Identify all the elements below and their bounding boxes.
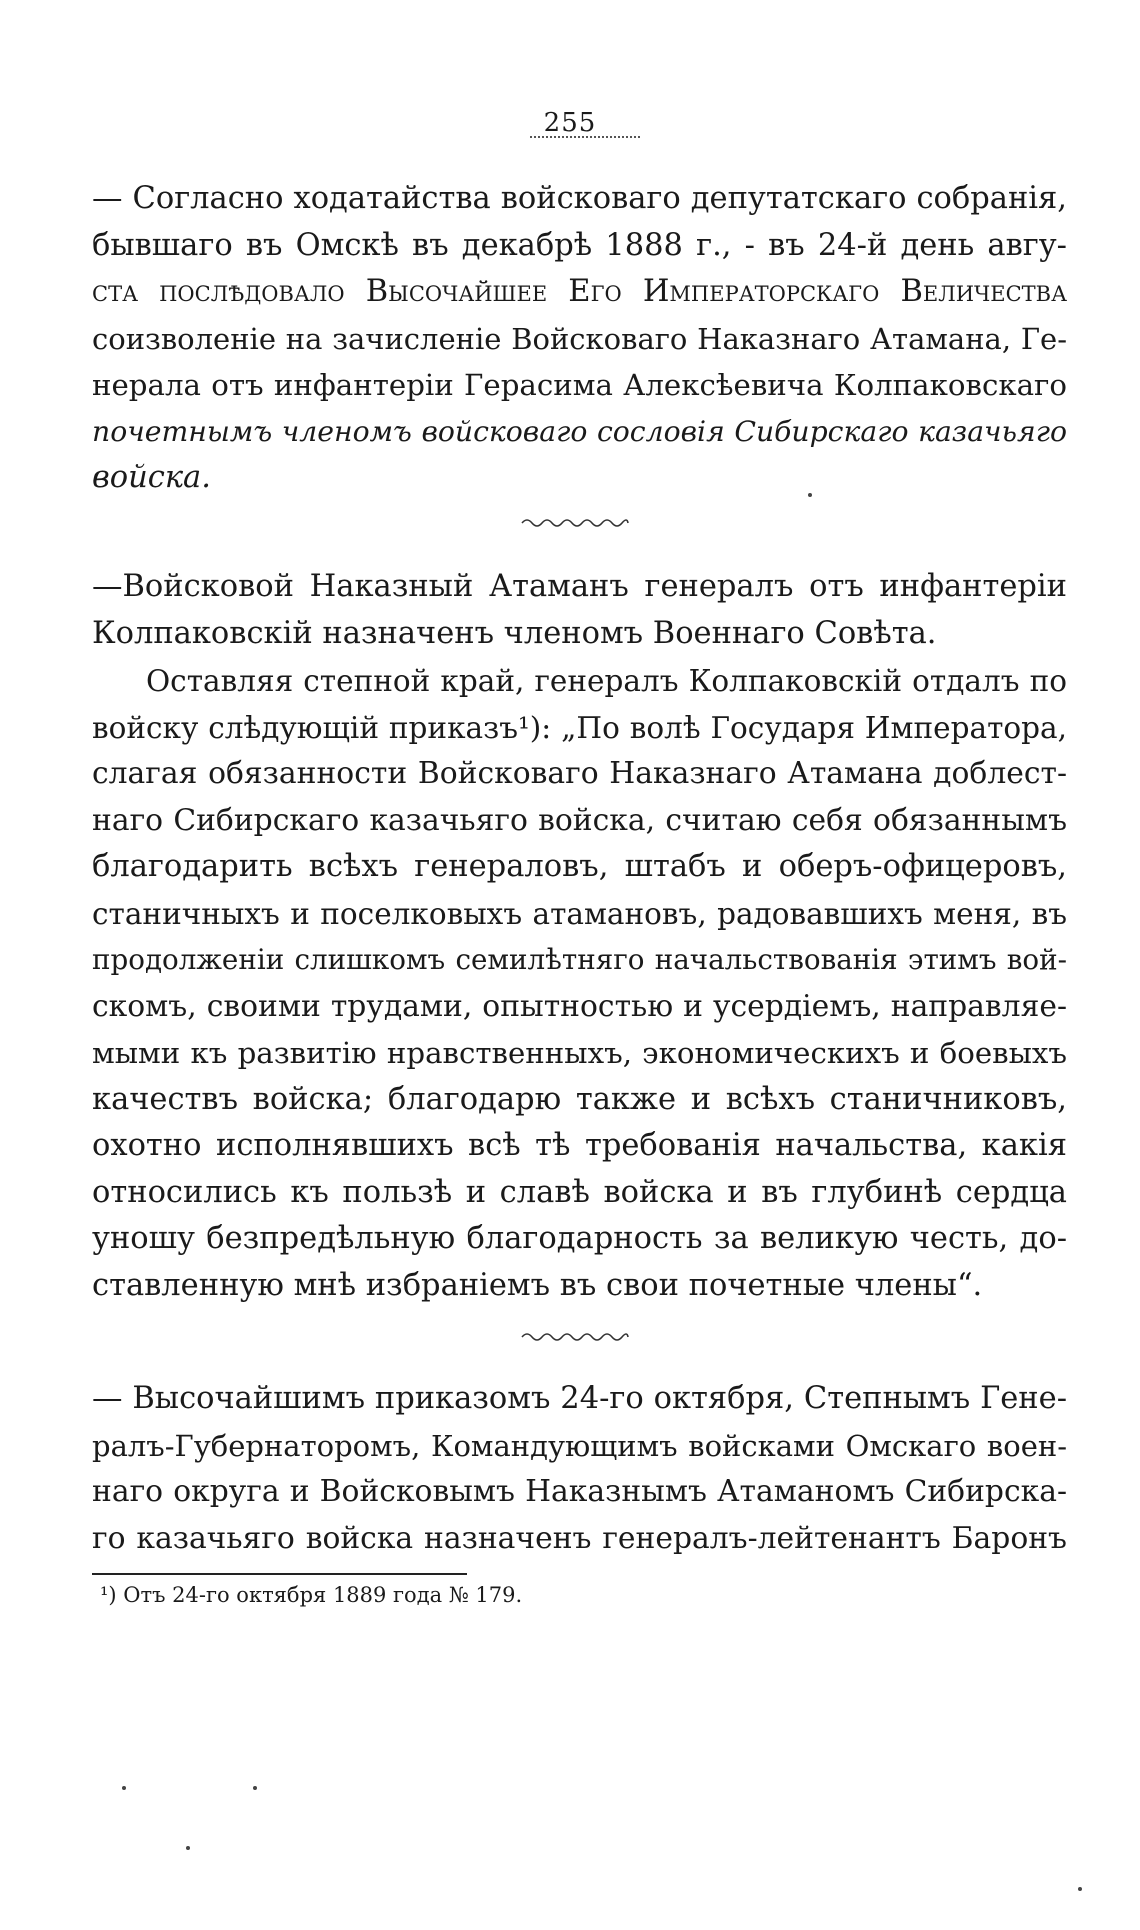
paragraph-farewell-order <box>92 658 1067 1309</box>
text-line: станичныхъ и поселковыхъ атамановъ, радовавшихъ меня, въ <box>92 896 1067 931</box>
text-line-italic: почетнымъ членомъ войсковаго сословія Сибирскаго казачьяго <box>92 414 1067 448</box>
text-line: Оставляя степной край, генералъ Колпаковскій отдалъ по <box>146 664 1067 698</box>
text-line: продолженіи слишкомъ семилѣтняго начальствованія этимъ вой- <box>92 943 1067 976</box>
text-line: ста послѣдовало Высочайшее Его Императорскаго Величества <box>92 274 1067 309</box>
text-line: соизволеніе на зачисленіе Войсковаго Наказнаго Атамана, Ге- <box>92 321 1067 356</box>
text-line-italic: войска. <box>92 460 211 495</box>
text-line: наго Сибирскаго казачьяго войска, считаю себя обязаннымъ <box>92 802 1067 838</box>
scan-speck <box>253 1786 257 1790</box>
section-divider-ornament <box>520 1330 630 1344</box>
text-line: охотно исполнявшихъ всѣ тѣ требованія начальства, какія <box>92 1128 1067 1163</box>
text-line: Колпаковскій назначенъ членомъ Военнаго Совѣта. <box>92 615 937 651</box>
scan-speck <box>808 493 812 497</box>
scan-speck <box>186 1846 190 1850</box>
text-line: мыми къ развитію нравственныхъ, экономическихъ и боевыхъ <box>92 1036 1067 1070</box>
text-line: войску слѣдующій приказъ¹): „По волѣ Государя Императора, <box>92 710 1067 745</box>
text-line: ралъ-Губернаторомъ, Командующимъ войсками Омскаго воен- <box>92 1428 1067 1463</box>
text-line: — Согласно ходатайства войсковаго депутатскаго собранія, <box>92 181 1067 216</box>
scan-speck <box>1078 1887 1082 1891</box>
page-number: 255 <box>543 108 597 138</box>
footnote: ¹) Отъ 24-го октября 1889 года № 179. <box>100 1583 523 1607</box>
text-line: уношу безпредѣльную благодарность за великую честь, до- <box>92 1221 1067 1256</box>
paragraph-appointment <box>92 1376 1067 1562</box>
page-number-underline <box>530 136 640 138</box>
section-divider-ornament <box>520 516 630 530</box>
scan-speck <box>122 1786 126 1790</box>
text-line: —Войсковой Наказный Атаманъ генералъ отъ инфантеріи <box>92 569 1067 604</box>
text-line: относились къ пользѣ и славѣ войска и въ глубинѣ сердца <box>92 1174 1067 1210</box>
paragraph-decree-honorary-member <box>92 176 1067 502</box>
text-line: наго округа и Войсковымъ Наказнымъ Атаманомъ Сибирска- <box>92 1474 1067 1509</box>
text-line: — Высочайшимъ приказомъ 24-го октября, Степнымъ Гене- <box>92 1381 1067 1416</box>
text-line: слагая обязанности Войсковаго Наказнаго Атамана доблест- <box>92 756 1067 791</box>
paragraph-military-council <box>92 564 1067 657</box>
text-line: нерала отъ инфантеріи Герасима Алексѣевича Колпаковскаго <box>92 368 1067 402</box>
text-line: скомъ, своими трудами, опытностью и усердіемъ, направляе- <box>92 988 1067 1024</box>
footnote-rule <box>92 1573 467 1575</box>
text-line: благодарить всѣхъ генераловъ, штабъ и оберъ-офицеровъ, <box>92 849 1067 884</box>
text-line: го казачьяго войска назначенъ генералъ-лейтенантъ Баронъ <box>92 1520 1067 1556</box>
text-line: бывшаго въ Омскѣ въ декабрѣ 1888 г., - въ 24-й день авгу- <box>92 227 1067 263</box>
text-line: ставленную мнѣ избраніемъ въ свои почетные члены“. <box>92 1267 983 1303</box>
text-line: качествъ войска; благодарю также и всѣхъ станичниковъ, <box>92 1081 1067 1117</box>
